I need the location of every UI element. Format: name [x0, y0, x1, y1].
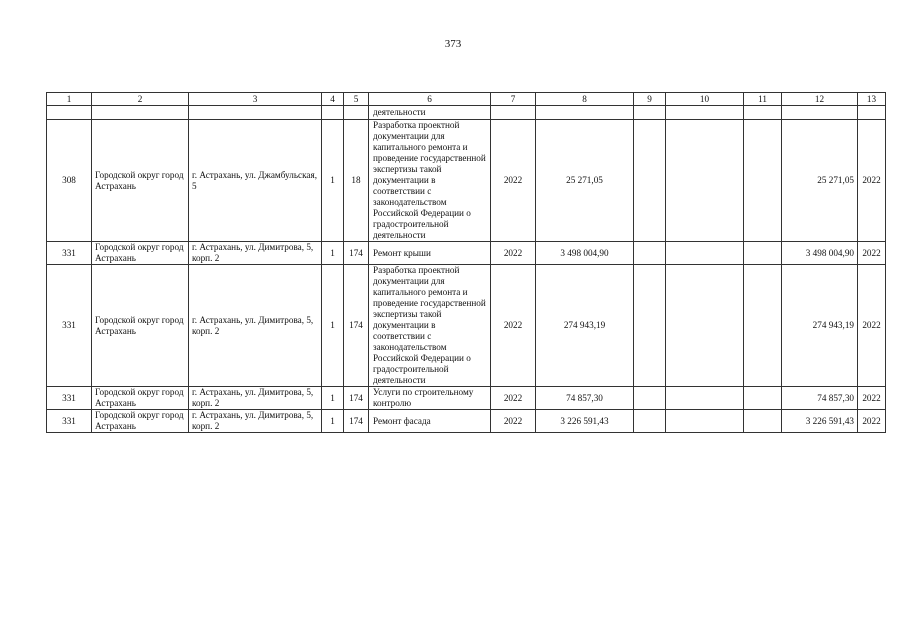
- header-cell: 6: [369, 93, 491, 106]
- col4-cell: 1: [322, 120, 344, 242]
- header-cell: 9: [634, 93, 666, 106]
- col4-cell: 1: [322, 410, 344, 433]
- funding-cell: 74 857,30: [782, 387, 858, 410]
- col5-cell: 174: [344, 242, 369, 265]
- col11-cell: [744, 120, 782, 242]
- row-number-cell: 331: [47, 387, 92, 410]
- address-cell: г. Астрахань, ул. Димитрова, 5, корп. 2: [189, 265, 322, 387]
- address-cell: г. Астрахань, ул. Димитрова, 5, корп. 2: [189, 242, 322, 265]
- col4-cell: 1: [322, 387, 344, 410]
- municipality-cell: Городской округ город Астрахань: [92, 242, 189, 265]
- col5-cell: 174: [344, 265, 369, 387]
- year-cell: 2022: [491, 410, 536, 433]
- municipality-cell: Городской округ город Астрахань: [92, 120, 189, 242]
- funding-cell: 3 226 591,43: [782, 410, 858, 433]
- header-cell: 7: [491, 93, 536, 106]
- header-cell: 3: [189, 93, 322, 106]
- work-type-cell: деятельности: [369, 106, 491, 120]
- funding-cell: 25 271,05: [782, 120, 858, 242]
- col11-cell: [744, 265, 782, 387]
- total-cost-cell: 3 498 004,90: [536, 242, 634, 265]
- col5-cell: 174: [344, 410, 369, 433]
- completion-year-cell: 2022: [858, 410, 886, 433]
- work-type-cell: Разработка проектной документации для капитального ремонта и проведение государственной экспертизы такой документации в соответствии с законодательством Российской Федерации о градостроительной деятельности: [369, 120, 491, 242]
- page-number: 373: [444, 38, 462, 50]
- funding-cell: 274 943,19: [782, 265, 858, 387]
- year-cell: 2022: [491, 265, 536, 387]
- header-cell: 2: [92, 93, 189, 106]
- header-cell: 13: [858, 93, 886, 106]
- row-number-cell: 331: [47, 265, 92, 387]
- header-cell: 8: [536, 93, 634, 106]
- table-row: [47, 120, 886, 242]
- row-number-cell: 331: [47, 242, 92, 265]
- col10-cell: [666, 242, 744, 265]
- col9-cell: [634, 387, 666, 410]
- completion-year-cell: 2022: [858, 242, 886, 265]
- row-number-cell: 331: [47, 410, 92, 433]
- col10-cell: [666, 410, 744, 433]
- col5-cell: 18: [344, 120, 369, 242]
- completion-year-cell: 2022: [858, 120, 886, 242]
- table-row: [47, 265, 886, 387]
- header-cell: 5: [344, 93, 369, 106]
- col10-cell: [666, 120, 744, 242]
- row-number-cell: 308: [47, 120, 92, 242]
- work-type-cell: Разработка проектной документации для капитального ремонта и проведение государственной экспертизы такой документации в соответствии с законодательством Российской Федерации о градостроительной деятельности: [369, 265, 491, 387]
- header-cell: 10: [666, 93, 744, 106]
- col9-cell: [634, 120, 666, 242]
- year-cell: 2022: [491, 120, 536, 242]
- col11-cell: [744, 242, 782, 265]
- col9-cell: [634, 242, 666, 265]
- total-cost-cell: 274 943,19: [536, 265, 634, 387]
- year-cell: 2022: [491, 242, 536, 265]
- address-cell: г. Астрахань, ул. Джамбульская, 5: [189, 120, 322, 242]
- col11-cell: [744, 387, 782, 410]
- work-type-cell: Ремонт фасада: [369, 410, 491, 433]
- col10-cell: [666, 265, 744, 387]
- header-row: [47, 93, 886, 106]
- address-cell: г. Астрахань, ул. Димитрова, 5, корп. 2: [189, 410, 322, 433]
- repair-program-table: [46, 92, 886, 433]
- header-cell: 4: [322, 93, 344, 106]
- total-cost-cell: 3 226 591,43: [536, 410, 634, 433]
- address-cell: г. Астрахань, ул. Димитрова, 5, корп. 2: [189, 387, 322, 410]
- work-type-cell: Ремонт крыши: [369, 242, 491, 265]
- table-row: [47, 242, 886, 265]
- col9-cell: [634, 410, 666, 433]
- year-cell: 2022: [491, 387, 536, 410]
- col11-cell: [744, 410, 782, 433]
- table-row: [47, 410, 886, 433]
- header-cell: 1: [47, 93, 92, 106]
- total-cost-cell: 74 857,30: [536, 387, 634, 410]
- completion-year-cell: 2022: [858, 265, 886, 387]
- municipality-cell: Городской округ город Астрахань: [92, 265, 189, 387]
- municipality-cell: Городской округ город Астрахань: [92, 410, 189, 433]
- municipality-cell: Городской округ город Астрахань: [92, 387, 189, 410]
- col4-cell: 1: [322, 265, 344, 387]
- work-type-cell: Услуги по строительному контролю: [369, 387, 491, 410]
- header-cell: 12: [782, 93, 858, 106]
- total-cost-cell: 25 271,05: [536, 120, 634, 242]
- col4-cell: 1: [322, 242, 344, 265]
- continuation-row: [47, 106, 886, 120]
- completion-year-cell: 2022: [858, 387, 886, 410]
- table-row: [47, 387, 886, 410]
- col9-cell: [634, 265, 666, 387]
- col10-cell: [666, 387, 744, 410]
- header-cell: 11: [744, 93, 782, 106]
- funding-cell: 3 498 004,90: [782, 242, 858, 265]
- col5-cell: 174: [344, 387, 369, 410]
